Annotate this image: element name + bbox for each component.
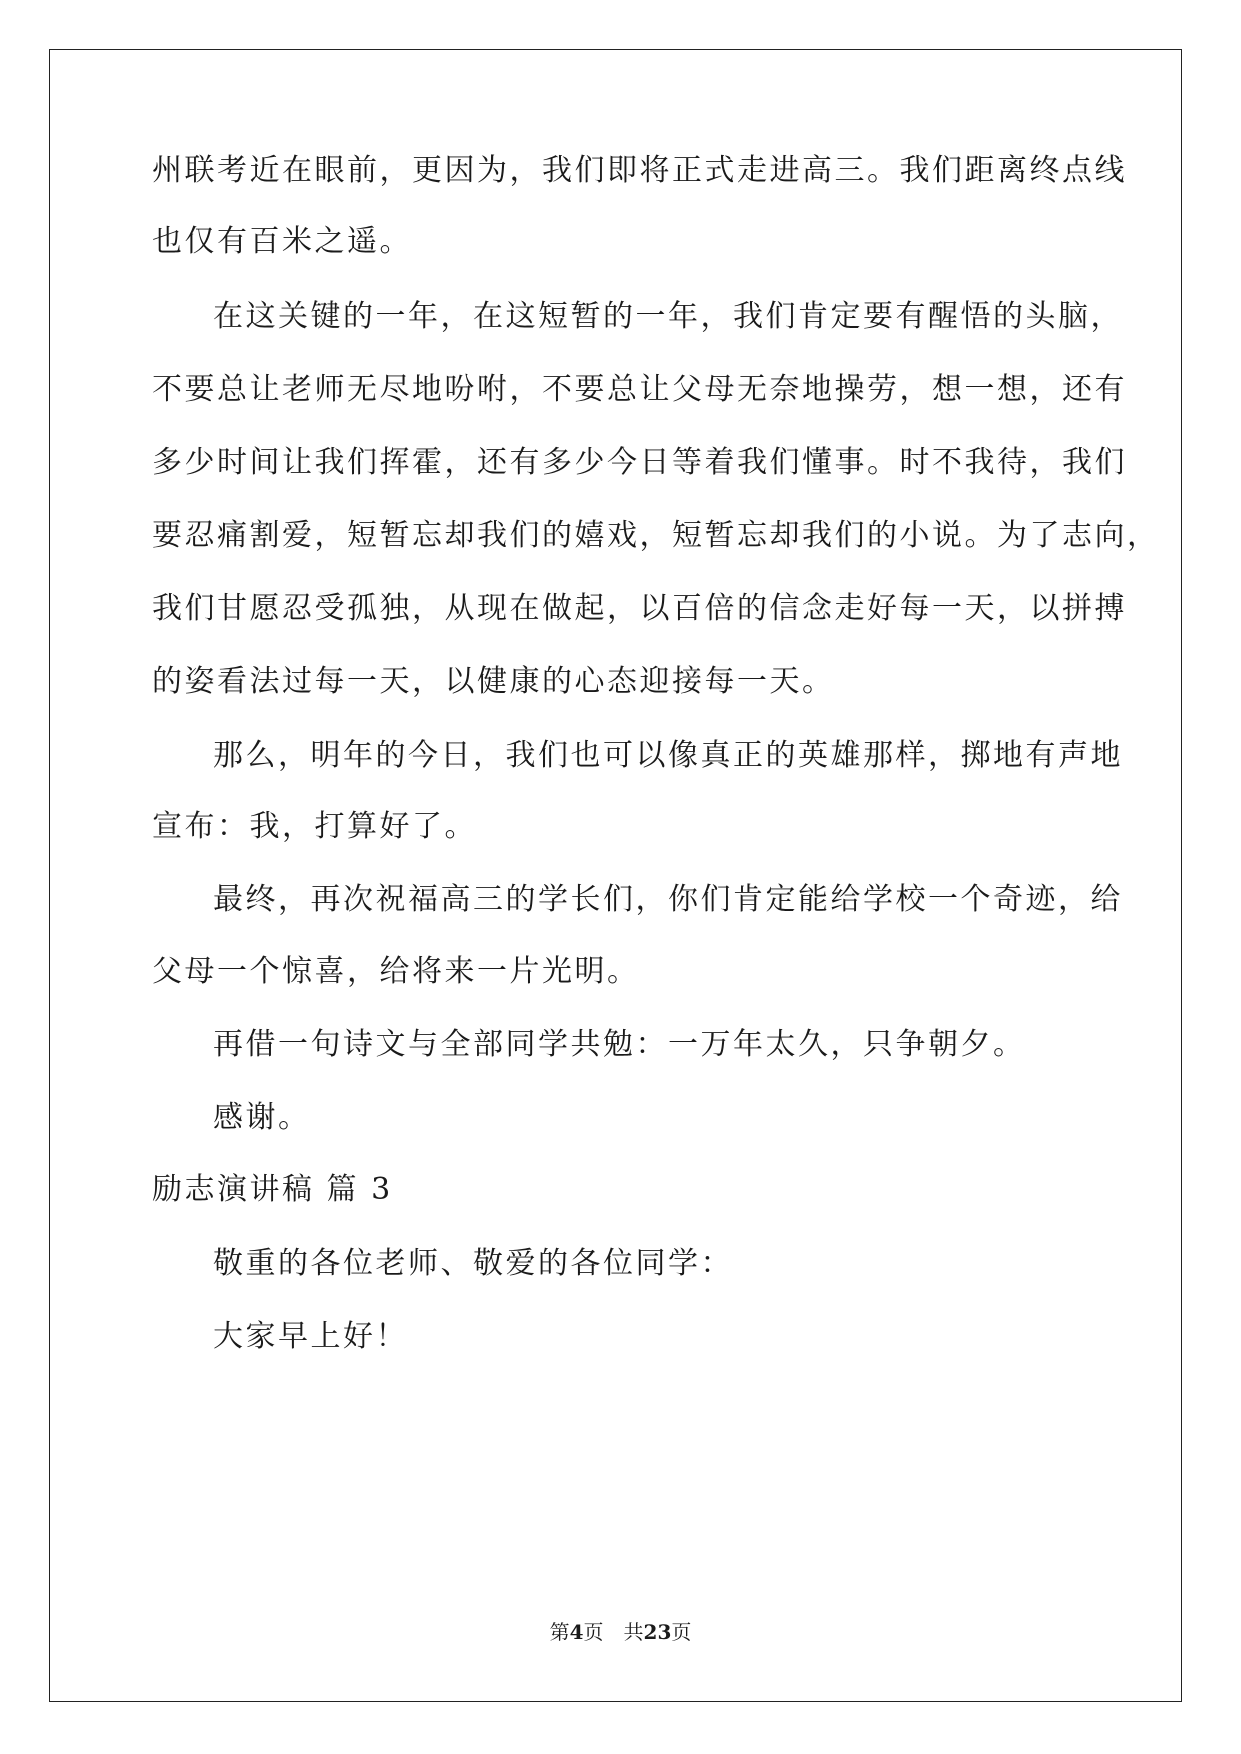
paragraph-line: 那么，明年的今日，我们也可以像真正的英雄那样，掷地有声地 <box>213 738 1123 773</box>
paragraph-line: 不要总让老师无尽地吩咐，不要总让父母无奈地操劳，想一想，还有 <box>152 372 1127 407</box>
paragraph-line: 父母一个惊喜，给将来一片光明。 <box>152 954 640 989</box>
paragraph-line: 感谢。 <box>213 1100 311 1135</box>
total-page-count: 23 <box>643 1620 672 1644</box>
paragraph-line: 我们甘愿忍受孤独，从现在做起，以百倍的信念走好每一天，以拼搏 <box>152 591 1127 626</box>
paragraph-line: 在这关键的一年，在这短暂的一年，我们肯定要有醒悟的头脑， <box>213 299 1123 334</box>
paragraph-line: 要忍痛割爱，短暂忘却我们的嬉戏，短暂忘却我们的小说。为了志向， <box>152 518 1160 553</box>
paragraph-line: 最终，再次祝福高三的学长们，你们肯定能给学校一个奇迹，给 <box>213 882 1123 917</box>
footer-mid: 页 共 <box>583 1620 644 1644</box>
paragraph-line: 的姿看法过每一天，以健康的心态迎接每一天。 <box>152 664 835 699</box>
current-page-number: 4 <box>569 1620 584 1644</box>
section-heading: 励志演讲稿 篇 3 <box>152 1172 393 1207</box>
salutation-line: 敬重的各位老师、敬爱的各位同学： <box>213 1246 733 1281</box>
footer-suffix: 页 <box>671 1620 692 1644</box>
paragraph-line: 宣布：我，打算好了。 <box>152 809 477 844</box>
paragraph-line: 多少时间让我们挥霍，还有多少今日等着我们懂事。时不我待，我们 <box>152 445 1127 480</box>
paragraph-line: 也仅有百米之遥。 <box>152 224 412 259</box>
greeting-line: 大家早上好！ <box>213 1319 408 1354</box>
footer-prefix: 第 <box>549 1620 570 1644</box>
paragraph-line: 再借一句诗文与全部同学共勉：一万年太久，只争朝夕。 <box>213 1027 1026 1062</box>
paragraph-line: 州联考近在眼前，更因为，我们即将正式走进高三。我们距离终点线 <box>152 153 1127 188</box>
page-footer <box>0 1618 1241 1646</box>
